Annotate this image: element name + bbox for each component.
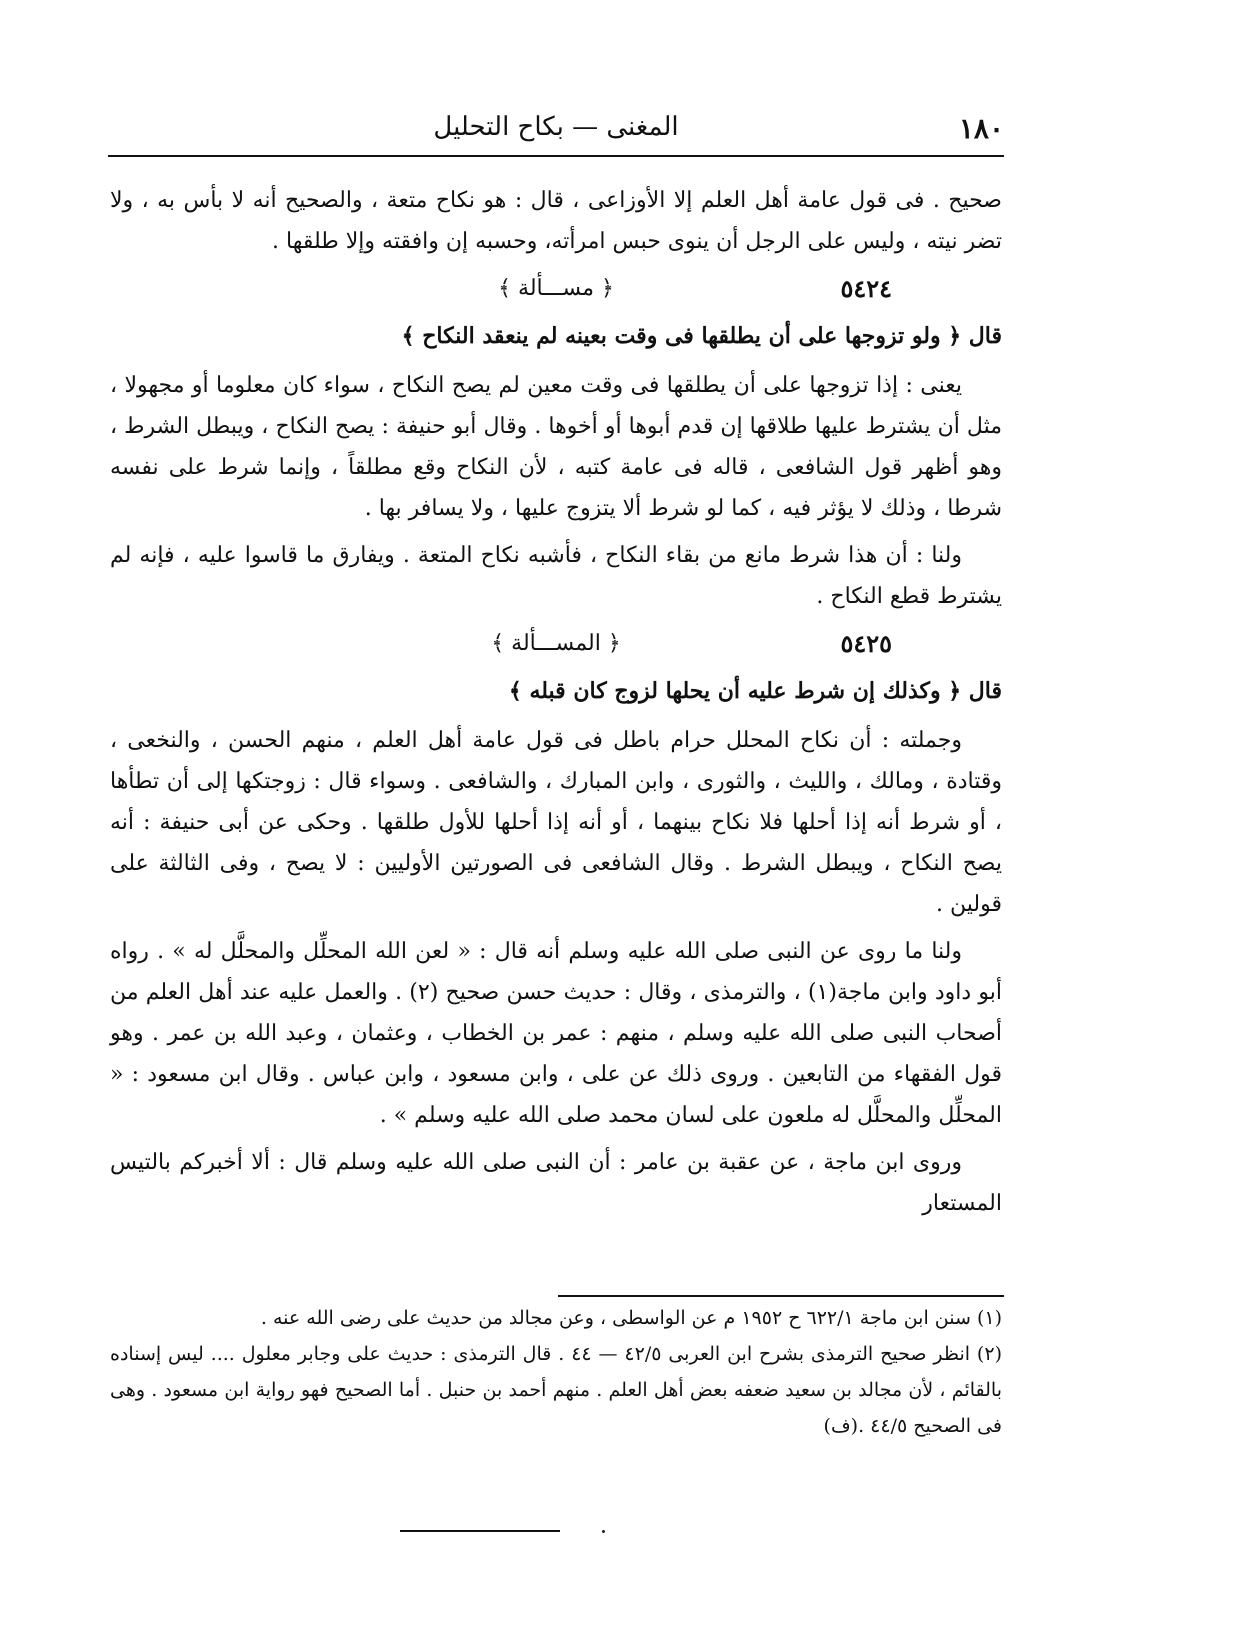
- masala-heading-2: [110, 623, 1002, 667]
- paragraph-3: ولنا : أن هذا شرط مانع من بقاء النكاح ، فأشبه نكاح المتعة . ويفارق ما قاسوا عليه ، فإنه لم يشترط قطع النكاح .: [110, 543, 1002, 609]
- masala-heading-1: [110, 268, 1002, 312]
- running-title: المغنى — بكاح التحليل: [433, 112, 679, 142]
- paragraph-5: ولنا ما روى عن النبى صلى الله عليه وسلم أنه قال : « لعن الله المحلِّل والمحلَّل له » . رواه أبو داود وابن ماجة(١) ، والترمذى ، وقال : حديث حسن صحيح (٢) . والعمل عليه عند أهل العلم من أصحاب النبى صلى الله عليه وسلم ، منهم : عمر بن الخطاب ، وعثمان ، وعبد الله بن عمر . وهو قول الفقهاء من التابعين . وروى ذلك عن على ، وابن مسعود ، وابن عباس . وقال ابن مسعود : « المحلِّل والمحلَّل له ملعون على لسان محمد صلى الله عليه وسلم » .: [110, 939, 1003, 1128]
- page-number: ١٨٠: [958, 112, 1004, 145]
- footnote-1: (١) سنن ابن ماجة ٦٢٢/١ ح ١٩٥٢ م عن الواسطى ، وعن مجالد من حديث على رضى الله عنه .: [260, 1307, 1002, 1329]
- qala-statement-1: قال ﴿ ولو تزوجها على أن يطلقها فى وقت بعينه لم ينعقد النكاح ﴾: [401, 323, 1002, 349]
- bottom-dot: [602, 1530, 605, 1533]
- page-header: [108, 100, 1004, 150]
- paragraph-2: يعنى : إذا تزوجها على أن يطلقها فى وقت معين لم يصح النكاح ، سواء كان معلوما أو مجهولا ، مثل أن يشترط عليها طلاقها إن قدم أبوها أو أخوها . وقال أبو حنيفة : يصح النكاح ، ويبطل الشرط ، وهو أظهر قول الشافعى ، قاله فى عامة كتبه ، لأن النكاح وقع مطلقاً ، وإنما شرط على نفسه شرطا ، وذلك لا يؤثر فيه ، كما لو شرط ألا يتزوج عليها ، ولا يسافر بها .: [110, 373, 1002, 521]
- paragraph-1: صحيح . فى قول عامة أهل العلم إلا الأوزاعى ، قال : هو نكاح متعة ، والصحيح أنه لا بأس به ، ولا تضر نيته ، وليس على الرجل أن ينوى حبس امرأته، وحسبه إن وافقته وإلا طلقها .: [110, 188, 1002, 254]
- main-text: [110, 180, 1002, 1230]
- bottom-rule: [400, 1530, 560, 1532]
- footnotes: [110, 1300, 1002, 1444]
- masala-label-1: ﴿ مســـألة ﴾: [498, 276, 614, 301]
- masala-label-2: ﴿ المســـألة ﴾: [491, 631, 621, 656]
- footnote-2: (٢) انظر صحيح الترمذى بشرح ابن العربى ٤٢/٥ — ٤٤ . قال الترمذى : حديث على وجابر معلول .... ليس إسناده بالقائم ، لأن مجالد بن سعيد ضعفه بعض أهل العلم . منهم أحمد بن حنبل . أما الصحيح فهو رواية ابن مسعود . وهى فى الصحيح ٤٤/٥ .(ف): [110, 1343, 1002, 1437]
- masala-number-2: ٥٤٢٥: [840, 629, 892, 658]
- paragraph-4: وجملته : أن نكاح المحلل حرام باطل فى قول عامة أهل العلم ، منهم الحسن ، والنخعى ، وقتادة ، ومالك ، والليث ، والثورى ، وابن المبارك ، والشافعى . وسواء قال : زوجتكها إلى أن تطأها ، أو شرط أنه إذا أحلها فلا نكاح بينهما ، أو أنه إذا أحلها للأول طلقها . وحكى عن أبى حنيفة : أنه يصح النكاح ، ويبطل الشرط . وقال الشافعى فى الصورتين الأوليين : لا يصح ، وفى الثالثة على قولين .: [110, 728, 1002, 917]
- qala-statement-2: قال ﴿ وكذلك إن شرط عليه أن يحلها لزوج كان قبله ﴾: [508, 678, 1002, 704]
- footnote-rule: [558, 1295, 1004, 1297]
- paragraph-6: وروى ابن ماجة ، عن عقبة بن عامر : أن النبى صلى الله عليه وسلم قال : ألا أخبركم بالتيس المستعار: [110, 1150, 1002, 1216]
- masala-number-1: ٥٤٢٤: [840, 274, 892, 303]
- header-rule: [108, 155, 1004, 157]
